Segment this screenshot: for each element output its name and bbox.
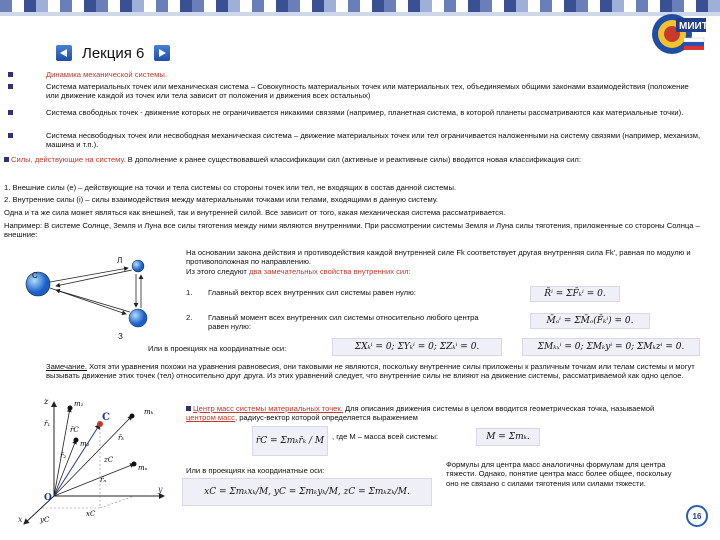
bullet-marker — [186, 406, 191, 411]
checker-cell — [600, 0, 612, 12]
action-reaction-sentence: На основании закона действия и противодействия каждой внутренней силе Fk соответствует другая внутренняя сила Fk', равная по модулю и противоположная по направлению. — [186, 248, 691, 267]
main-vector-formula: R̄ⁱ = ΣF̄ₖⁱ = 0. — [530, 286, 620, 302]
checker-cell — [564, 0, 576, 12]
bullet-free-system: Система свободных точек - движение которых не ограничивается никакими связями (например, планетная система, в которой планеты рассматриваются как материальные точки). — [46, 108, 684, 117]
checker-cell — [36, 0, 48, 12]
earth-label: З — [118, 332, 123, 341]
label-r1: r̄₁ — [44, 420, 51, 428]
properties-highlight: два замечательных свойства внутренних сил: — [248, 266, 411, 276]
mass-projection-label: Или в проекциях на координатные оси: — [186, 466, 325, 475]
bullet-dynamics: Динамика механической системы. — [46, 70, 167, 79]
properties-intro: Из этого следуют — [186, 266, 249, 276]
checker-cell — [576, 0, 588, 12]
label-mn: mₙ — [138, 464, 148, 472]
sun-body — [26, 272, 50, 296]
label-zc: zC — [104, 456, 114, 464]
mass-center-text-1: Для описания движения системы в целом вводится геометрическая точка, называемой — [342, 404, 655, 413]
label-m1: m₁ — [74, 400, 84, 408]
property1-text: Главный вектор всех внутренних сил системы равен нулю: — [208, 288, 416, 297]
sun-label: С — [32, 271, 38, 280]
checker-cell — [372, 0, 384, 12]
remark-label: Замечание. — [46, 362, 87, 371]
checker-cell — [552, 0, 564, 12]
property1-number: 1. — [186, 288, 193, 297]
center-of-mass-diagram — [14, 396, 184, 528]
label-z: z — [44, 397, 49, 406]
checker-cell — [360, 0, 372, 12]
triangle-left-icon — [59, 48, 69, 58]
university-logo — [646, 8, 710, 56]
label-c: C — [102, 412, 110, 423]
checker-cell — [528, 0, 540, 12]
label-yc: yC — [40, 516, 50, 524]
checker-cell — [624, 0, 636, 12]
mass-center-term: центром масс — [186, 413, 235, 423]
label-o: O — [44, 493, 52, 503]
checker-cell — [336, 0, 348, 12]
checker-cell — [288, 0, 300, 12]
label-y: y — [158, 485, 163, 494]
checker-cell — [204, 0, 216, 12]
total-mass-formula: M = Σmₖ. — [476, 428, 540, 446]
mass-center-paragraph — [186, 404, 656, 423]
header-stripe — [0, 12, 720, 16]
checker-cell — [312, 0, 324, 12]
checker-cell — [96, 0, 108, 12]
projection-label: Или в проекциях на координатные оси: — [148, 344, 287, 353]
solar-example: Например: В системе Солнце, Земля и Луна все силы тяготения между ними являются внутренними. При рассмотрении системы Земля и Луна силы тяготения, приложенные со стороны Солнца – внешние: — [4, 221, 700, 240]
forces-paragraph — [4, 155, 710, 164]
label-rk: r̄ₖ — [118, 434, 124, 442]
internal-forces: 2. Внутренние силы (i) – силы взаимодействия между материальными точками или телами, входящими в данную систему. — [4, 195, 438, 204]
label-r2: r̄₂ — [60, 452, 67, 460]
checker-cell — [384, 0, 396, 12]
checker-cell — [444, 0, 456, 12]
bullet-mech-system: Система материальных точек или механическая система – Совокупность материальных точек или материальных тех, объединяемых общими законами взаимодействия (положение или движение каждой из точек или тела зависит от положения и движения всех остальных) — [46, 82, 689, 101]
next-slide-button[interactable] — [154, 45, 170, 61]
checker-cell — [264, 0, 276, 12]
checker-cell — [192, 0, 204, 12]
checker-cell — [588, 0, 600, 12]
label-x: x — [18, 515, 23, 524]
mass-center-note: Формулы для центра масс аналогичны формулам для центра тяжести. Однако, понятие центра масс более общее, поскольку оно не связано с силами тяготения или силами тяжести. — [446, 460, 672, 488]
checker-cell — [228, 0, 240, 12]
mass-where-text: , где M – масса всей системы: — [332, 432, 439, 441]
checker-cell — [48, 0, 60, 12]
checker-cell — [180, 0, 192, 12]
bullet-marker — [8, 110, 13, 115]
checker-cell — [492, 0, 504, 12]
prev-slide-button[interactable] — [56, 45, 72, 61]
svg-text:МИИТ: МИИТ — [679, 21, 708, 32]
checker-cell — [252, 0, 264, 12]
checker-cell — [504, 0, 516, 12]
page-title: Лекция 6 — [82, 44, 145, 62]
moon-body — [132, 260, 144, 272]
triangle-right-icon — [157, 48, 167, 58]
forces-heading: Силы, действующие на систему. — [11, 155, 126, 164]
forces-intro: В дополнение к ранее существовавшей классификации сил (активные и реактивные силы) вводится новая классификация сил: — [125, 155, 581, 164]
moment-projection-formula: ΣMₖₓⁱ = 0; ΣMₖyⁱ = 0; ΣMₖzⁱ = 0. — [522, 338, 700, 356]
checker-cell — [84, 0, 96, 12]
title-bar — [56, 42, 196, 64]
header-checker-strip — [0, 0, 720, 12]
bullet-marker — [8, 72, 13, 77]
label-rn: r̄ₙ — [100, 476, 107, 484]
mass-projection-formula: xC = Σmₖxₖ/M, yC = Σmₖyₖ/M, zC = Σmₖzₖ/M. — [182, 478, 432, 506]
earth-body — [129, 309, 147, 327]
checker-cell — [216, 0, 228, 12]
label-xc: xC — [86, 510, 96, 518]
moon-label: Л — [117, 256, 123, 265]
remark-text: Хотя эти уравнения похожи на уравнения равновесия, они таковыми не являются, поскольку внутренние силы приложены к различным точкам или телам системы и могут вызывать движение этих точек (тел) относительно друг друга. Из этих уравнений следует, что внутренние силы не влияют на движение системы, рассматриваемой как одно целое. — [46, 362, 695, 381]
checker-cell — [432, 0, 444, 12]
checker-cell — [540, 0, 552, 12]
checker-cell — [0, 0, 12, 12]
mass-center-heading: Центр масс системы материальных точек. — [193, 404, 343, 413]
checker-cell — [276, 0, 288, 12]
label-rc: r̄C — [70, 426, 79, 434]
checker-cell — [420, 0, 432, 12]
external-forces: 1. Внешние силы (e) – действующие на точки и тела системы со стороны точек или тел, не входящих в состав данной системы. — [4, 183, 457, 192]
bullet-nonfree-system: Система несвободных точек или несвободная механическая система – движение материальных точек или тел ограничивается наложенными на систему связями (например, механизм, машина и т.п.). — [46, 131, 701, 150]
checker-cell — [120, 0, 132, 12]
checker-cell — [60, 0, 72, 12]
checker-cell — [132, 0, 144, 12]
checker-cell — [612, 0, 624, 12]
label-m2: m₂ — [80, 440, 90, 448]
checker-cell — [168, 0, 180, 12]
action-reaction-text — [186, 248, 706, 276]
sun-earth-moon-diagram — [20, 246, 180, 346]
checker-cell — [516, 0, 528, 12]
checker-cell — [300, 0, 312, 12]
checker-cell — [240, 0, 252, 12]
same-force-note: Одна и та же сила может являться как внешней, так и внутренней силой. Все зависит от того, какая механическая система рассматривается. — [4, 208, 506, 217]
checker-cell — [24, 0, 36, 12]
checker-cell — [396, 0, 408, 12]
main-moment-formula: M̄ₒⁱ = ΣM̄ₒ(F̄ₖⁱ) = 0. — [530, 313, 650, 329]
label-mk: mₖ — [144, 408, 154, 416]
checker-cell — [156, 0, 168, 12]
mass-center-text-2: , радиус-вектор которой определяется выражением — [234, 413, 418, 423]
checker-cell — [12, 0, 24, 12]
remark-paragraph — [46, 362, 704, 381]
checker-cell — [144, 0, 156, 12]
checker-cell — [468, 0, 480, 12]
property2-number: 2. — [186, 313, 193, 322]
force-projection-formula: ΣXₖⁱ = 0; ΣYₖⁱ = 0; ΣZₖⁱ = 0. — [332, 338, 502, 356]
checker-cell — [108, 0, 120, 12]
bullet-marker — [4, 157, 9, 162]
radius-vector-formula: r̄C = Σmₖr̄ₖ / M — [252, 426, 328, 456]
page-number-badge: 16 — [686, 505, 708, 527]
checker-cell — [324, 0, 336, 12]
checker-cell — [456, 0, 468, 12]
bullet-marker — [8, 133, 13, 138]
bullet-marker — [8, 84, 13, 89]
property2-text: Главный момент всех внутренних сил системы относительно любого центра равен нулю: — [208, 313, 479, 332]
checker-cell — [408, 0, 420, 12]
checker-cell — [72, 0, 84, 12]
checker-cell — [348, 0, 360, 12]
checker-cell — [480, 0, 492, 12]
